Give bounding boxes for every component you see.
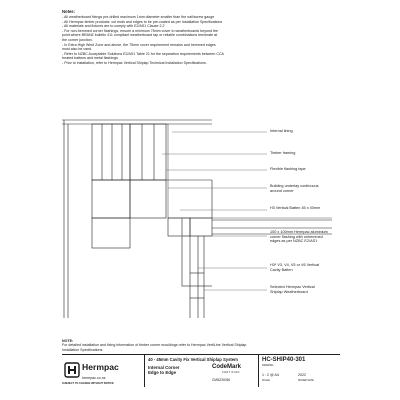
hermpac-logo-icon [64,362,80,378]
note-line: - For non-hemmed corner flashings, ensure a minimum 75mm cover to weatherboards beyond the [62,28,219,33]
label-weatherboard: Selected Hermpac Vertical Shiplap Weatherboard [270,285,315,294]
stud-upper [92,124,130,180]
footnote-text: For detailed installation and fixing information of timber corner mouldings refer to Hermpac VertiLine Vertical Shiplap Installation Specifications. [62,343,247,352]
stud-lower-left [92,180,130,218]
stud-right [130,124,166,180]
drawing-title: 40 - 45mm Cavity Fix Vertical Shiplap System [148,357,238,362]
footnote-heading: NOTE: [62,339,74,343]
label-h3-vertical-batten: H3 Vertical Batten 45 x 40mm [270,206,321,210]
vertical-batten [168,218,190,236]
note-line: - Refer to NZBC Acceptable Solutions E2/AS1 Table 21 for the separation requirements between CCA [62,51,224,56]
note-line: - All weatherboard fixings pre-drilled maximum 1mm diameter smaller than the nail/screw gauge [62,15,215,20]
codemark-number: CMNZ30036 [212,378,231,382]
scale-value: 1 : 2 @ A4 [262,373,279,377]
scale-label: SCALE [262,379,270,382]
vertical-batten [190,218,212,236]
note-line: point where BRANZ bulletin 411 compliant weatherboard tap or reliable combinations terminate at [62,33,218,38]
stud-lower-right [130,180,166,218]
hermpac-logo [64,361,128,383]
subtitle-line-1: Internal Corner [148,365,180,370]
label-corner-flashing: 100 x 100mm Hermpac aluminium corner flashing with unhemmed edges as per NZBC E2/AS1 [270,230,328,244]
corner-flashing [182,218,212,286]
notes-heading: Notes: [62,9,76,14]
divider [258,355,259,387]
issued-label: ISSUED DATE [298,379,314,382]
label-internal-lining: Internal lining [270,129,293,133]
issued-year: 2022 [298,373,306,377]
section-svg [62,118,332,330]
tagline: SUBJECT TO CHANGE WITHOUT NOTICE [62,382,114,385]
subtitle-line-2: Edge to Edge [148,370,177,376]
stud-bottom [92,218,130,248]
building-underlay [166,124,332,218]
note-line: - Prior to installation, refer to Hermpac Vertical Shiplap Technical Installation Specifications. [62,61,207,66]
note-line: - All Hermpac timber products: cut ends and edges to be pre-coated as per Installation Specifications [62,19,223,24]
codemark-logo: CodeMark [212,364,242,370]
notes-block [62,10,352,66]
label-flexible-flashing-tape: Flexible flashing tape [270,167,306,171]
label-timber-framing: Timber framing [270,151,296,155]
brand-url: hermpac.co.nz [82,376,106,380]
note-line: - In Extra High Wind Zone and above, the 75mm cover requirement remains and hemmed edges [62,42,216,47]
drawing-number: HC-SHIP40-301 [262,357,306,363]
note-line: - All materials and fixtures are to comply with E2/AS1 Clause 2.2 [62,24,165,29]
divider [144,355,145,387]
note-line: the corner junction. [62,38,93,43]
note-line: treated battens and metal flashings [62,56,118,61]
title-block [62,354,340,387]
corner-section-drawing [62,118,332,330]
footnote-block [62,339,262,352]
drawing-number-label: DRAWING [262,364,274,367]
note-line: must also be used. [62,47,93,52]
brand-name: Hermpac [82,362,119,372]
drawing-subtitle [148,365,179,375]
label-cavity-batten: H3* V3, V4, V5 or V6 Vertical Cavity Batten [270,263,320,272]
label-building-underlay: Building underlay continuous around corner [270,184,319,193]
codemark-certified: CERTIFIED [222,371,240,374]
